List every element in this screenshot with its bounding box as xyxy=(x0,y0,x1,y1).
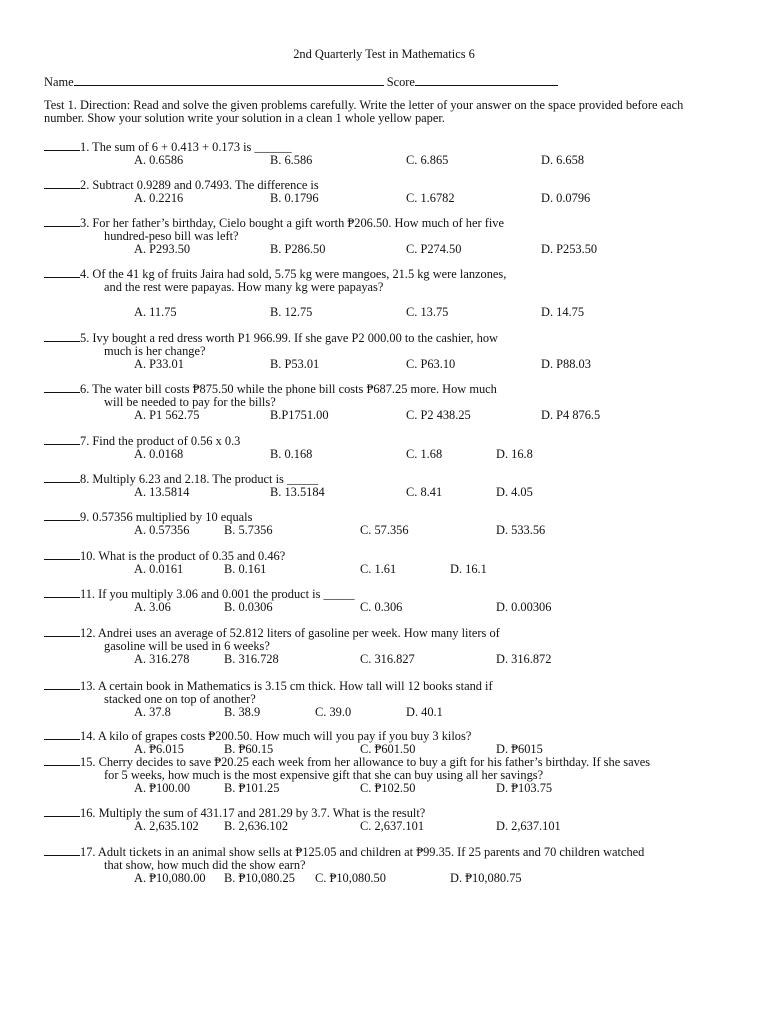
choice-b: B. 316.728 xyxy=(224,652,279,666)
question-text: 9. 0.57356 multiplied by 10 equals xyxy=(80,510,253,524)
answer-choices xyxy=(44,409,734,422)
choice-d: D. P253.50 xyxy=(541,242,598,256)
answer-choices xyxy=(44,448,734,461)
choice-a: A. P33.01 xyxy=(134,357,184,371)
choice-c: C. ₱10,080.50 xyxy=(315,871,386,885)
test-directions: Test 1. Direction: Read and solve the given problems carefully. Write the letter of your answer on the space provided before each number. Show your solution write your solution in a clean 1 whole yellow paper. xyxy=(44,98,684,125)
choice-a: A. 37.8 xyxy=(134,705,171,719)
choice-d: D. P88.03 xyxy=(541,357,591,371)
answer-choices xyxy=(44,358,734,371)
answer-blank[interactable] xyxy=(44,267,80,278)
choice-a: A. 0.6586 xyxy=(134,153,184,167)
choice-a: A. 3.06 xyxy=(134,600,171,614)
question-text: that show, how much did the show earn? xyxy=(104,858,306,872)
choice-b: B. 12.75 xyxy=(270,305,313,319)
choice-a: A. 2,635.102 xyxy=(134,819,199,833)
question-item xyxy=(44,729,734,756)
choice-c: C. 1.61 xyxy=(360,562,397,576)
choice-d: D. 4.05 xyxy=(496,485,533,499)
answer-blank[interactable] xyxy=(44,806,80,817)
question-item xyxy=(44,434,734,461)
question-text: 11. If you multiply 3.06 and 0.001 the product is _____ xyxy=(80,587,355,601)
question-text: 17. Adult tickets in an animal show sells at ₱125.05 and children at ₱99.35. If 25 parents and 70 children watched xyxy=(80,845,645,859)
choice-d: D. 2,637.101 xyxy=(496,819,561,833)
choice-d: D. ₱6015 xyxy=(496,742,543,756)
choice-c: C. 2,637.101 xyxy=(360,819,425,833)
answer-choices xyxy=(44,486,734,499)
choice-b: B. 5.7356 xyxy=(224,523,273,537)
question-text: 2. Subtract 0.9289 and 0.7493. The difference is xyxy=(80,178,319,192)
choice-d: D. 16.8 xyxy=(496,447,533,461)
choice-c: C. P63.10 xyxy=(406,357,456,371)
choice-b: B. 13.5184 xyxy=(270,485,325,499)
question-text: 12. Andrei uses an average of 52.812 liters of gasoline per week. How many liters of xyxy=(80,626,500,640)
question-text: and the rest were papayas. How many kg were papayas? xyxy=(104,280,384,294)
choice-c: C. ₱601.50 xyxy=(360,742,416,756)
question-line xyxy=(44,845,734,859)
question-line xyxy=(44,267,734,281)
question-item xyxy=(44,806,734,833)
choice-b: B.P1751.00 xyxy=(270,408,329,422)
question-item xyxy=(44,267,734,319)
choice-d: D. 16.1 xyxy=(450,562,487,576)
answer-blank[interactable] xyxy=(44,549,80,560)
answer-choices xyxy=(44,563,734,576)
answer-choices xyxy=(44,872,734,885)
choice-d: D. 40.1 xyxy=(406,705,443,719)
choice-c: C. 13.75 xyxy=(406,305,449,319)
choice-c: C. 1.6782 xyxy=(406,191,455,205)
question-text: much is her change? xyxy=(104,344,206,358)
choice-c: C. 8.41 xyxy=(406,485,443,499)
question-line xyxy=(44,216,734,230)
answer-blank[interactable] xyxy=(44,729,80,740)
answer-choices xyxy=(44,243,734,256)
answer-choices xyxy=(44,601,734,614)
choice-a: A. 0.0168 xyxy=(134,447,184,461)
question-item xyxy=(44,382,734,422)
choice-a: A. 0.57356 xyxy=(134,523,190,537)
choice-c: C. ₱102.50 xyxy=(360,781,416,795)
question-item xyxy=(44,216,734,256)
answer-blank[interactable] xyxy=(44,755,80,766)
answer-blank[interactable] xyxy=(44,510,80,521)
question-text: stacked one on top of another? xyxy=(104,692,256,706)
answer-choices xyxy=(44,154,734,167)
answer-blank[interactable] xyxy=(44,178,80,189)
answer-blank[interactable] xyxy=(44,845,80,856)
name-field[interactable] xyxy=(74,74,384,86)
choice-c: C. P2 438.25 xyxy=(406,408,471,422)
choice-c: C. 1.68 xyxy=(406,447,443,461)
question-line xyxy=(44,729,734,743)
question-item xyxy=(44,472,734,499)
question-text: 8. Multiply 6.23 and 2.18. The product is _____ xyxy=(80,472,318,486)
choice-b: B. 2,636.102 xyxy=(224,819,289,833)
question-text: 13. A certain book in Mathematics is 3.15 cm thick. How tall will 12 books stand if xyxy=(80,679,493,693)
answer-blank[interactable] xyxy=(44,679,80,690)
question-line xyxy=(44,434,734,448)
question-item xyxy=(44,331,734,371)
question-text: 15. Cherry decides to save ₱20.25 each week from her allowance to buy a gift for his father’s birthday. If she saves xyxy=(80,755,651,769)
question-line xyxy=(44,626,734,640)
choice-d: D. 14.75 xyxy=(541,305,585,319)
answer-choices xyxy=(44,306,734,319)
choice-c: C. 0.306 xyxy=(360,600,403,614)
question-line xyxy=(44,806,734,820)
choice-a: A. 13.5814 xyxy=(134,485,190,499)
answer-choices xyxy=(44,782,734,795)
answer-blank[interactable] xyxy=(44,331,80,342)
choice-b: B. ₱101.25 xyxy=(224,781,280,795)
name-label: Name xyxy=(44,75,74,89)
answer-choices xyxy=(44,706,734,719)
choice-a: A. ₱100.00 xyxy=(134,781,191,795)
choice-b: B. 0.168 xyxy=(270,447,313,461)
question-item xyxy=(44,510,734,537)
question-text: for 5 weeks, how much is the most expensive gift that she can buy using all her savings? xyxy=(104,768,544,782)
question-text: will be needed to pay for the bills? xyxy=(104,395,276,409)
choice-c: C. P274.50 xyxy=(406,242,462,256)
question-item xyxy=(44,587,734,614)
question-line xyxy=(44,587,734,601)
choice-c: C. 57.356 xyxy=(360,523,409,537)
score-field[interactable] xyxy=(415,74,558,86)
question-line xyxy=(44,382,734,396)
choice-b: B. 0.0306 xyxy=(224,600,273,614)
answer-choices xyxy=(44,820,734,833)
answer-blank[interactable] xyxy=(44,587,80,598)
choice-a: A. P293.50 xyxy=(134,242,191,256)
question-line xyxy=(44,755,734,769)
question-item xyxy=(44,549,734,576)
question-line xyxy=(44,679,734,693)
answer-blank[interactable] xyxy=(44,626,80,637)
question-item xyxy=(44,140,734,167)
choice-b: B. ₱60.15 xyxy=(224,742,274,756)
question-line xyxy=(44,331,734,345)
question-text: gasoline will be used in 6 weeks? xyxy=(104,639,270,653)
choice-b: B. 0.1796 xyxy=(270,191,319,205)
question-text: 5. Ivy bought a red dress worth P1 966.99. If she gave P2 000.00 to the cashier, how xyxy=(80,331,498,345)
choice-d: D. 316.872 xyxy=(496,652,552,666)
question-line xyxy=(44,472,734,486)
question-line xyxy=(44,510,734,524)
score-label: Score xyxy=(386,75,415,89)
choice-d: D. P4 876.5 xyxy=(541,408,601,422)
question-line xyxy=(44,549,734,563)
question-text: hundred-peso bill was left? xyxy=(104,229,239,243)
question-item xyxy=(44,178,734,205)
choice-a: A. ₱10,080.00 xyxy=(134,871,206,885)
question-item xyxy=(44,845,734,885)
page-title: 2nd Quarterly Test in Mathematics 6 xyxy=(293,47,475,61)
choice-c: C. 316.827 xyxy=(360,652,415,666)
choice-b: B. 0.161 xyxy=(224,562,267,576)
answer-blank[interactable] xyxy=(44,472,80,483)
choice-b: B. P286.50 xyxy=(270,242,326,256)
question-item xyxy=(44,755,734,795)
choice-d: D. 6.658 xyxy=(541,153,585,167)
question-text: 16. Multiply the sum of 431.17 and 281.29 by 3.7. What is the result? xyxy=(80,806,426,820)
answer-blank[interactable] xyxy=(44,382,80,393)
question-item xyxy=(44,626,734,666)
choice-d: D. 0.00306 xyxy=(496,600,552,614)
choice-c: C. 39.0 xyxy=(315,705,352,719)
question-text: 7. Find the product of 0.56 x 0.3 xyxy=(80,434,241,448)
choice-a: A. P1 562.75 xyxy=(134,408,200,422)
choice-b: B. 38.9 xyxy=(224,705,261,719)
question-line xyxy=(44,281,734,294)
answer-blank[interactable] xyxy=(44,216,80,227)
choice-b: B. 6.586 xyxy=(270,153,313,167)
choice-a: A. 0.0161 xyxy=(134,562,184,576)
question-line xyxy=(44,140,734,154)
choice-a: A. 0.2216 xyxy=(134,191,184,205)
choice-c: C. 6.865 xyxy=(406,153,449,167)
choice-d: D. ₱103.75 xyxy=(496,781,553,795)
question-text: 1. The sum of 6 + 0.413 + 0.173 is ______ xyxy=(80,140,292,154)
question-text: 4. Of the 41 kg of fruits Jaira had sold, 5.75 kg were mangoes, 21.5 kg were lanzones, xyxy=(80,267,507,281)
question-text: 3. For her father’s birthday, Cielo bought a gift worth ₱206.50. How much of her five xyxy=(80,216,504,230)
choice-b: B. ₱10,080.25 xyxy=(224,871,295,885)
choice-d: D. ₱10,080.75 xyxy=(450,871,522,885)
choice-a: A. ₱6.015 xyxy=(134,742,184,756)
question-text: 6. The water bill costs ₱875.50 while the phone bill costs ₱687.25 more. How much xyxy=(80,382,497,396)
answer-choices xyxy=(44,653,734,666)
answer-blank[interactable] xyxy=(44,140,80,151)
choice-d: D. 0.0796 xyxy=(541,191,591,205)
choice-a: A. 316.278 xyxy=(134,652,190,666)
question-item xyxy=(44,679,734,719)
answer-blank[interactable] xyxy=(44,434,80,445)
question-text: 10. What is the product of 0.35 and 0.46? xyxy=(80,549,286,563)
choice-b: B. P53.01 xyxy=(270,357,320,371)
name-score-line xyxy=(44,74,558,89)
question-text: 14. A kilo of grapes costs ₱200.50. How much will you pay if you buy 3 kilos? xyxy=(80,729,472,743)
choice-d: D. 533.56 xyxy=(496,523,546,537)
choice-a: A. 11.75 xyxy=(134,305,177,319)
answer-choices xyxy=(44,192,734,205)
question-line xyxy=(44,178,734,192)
answer-choices xyxy=(44,524,734,537)
